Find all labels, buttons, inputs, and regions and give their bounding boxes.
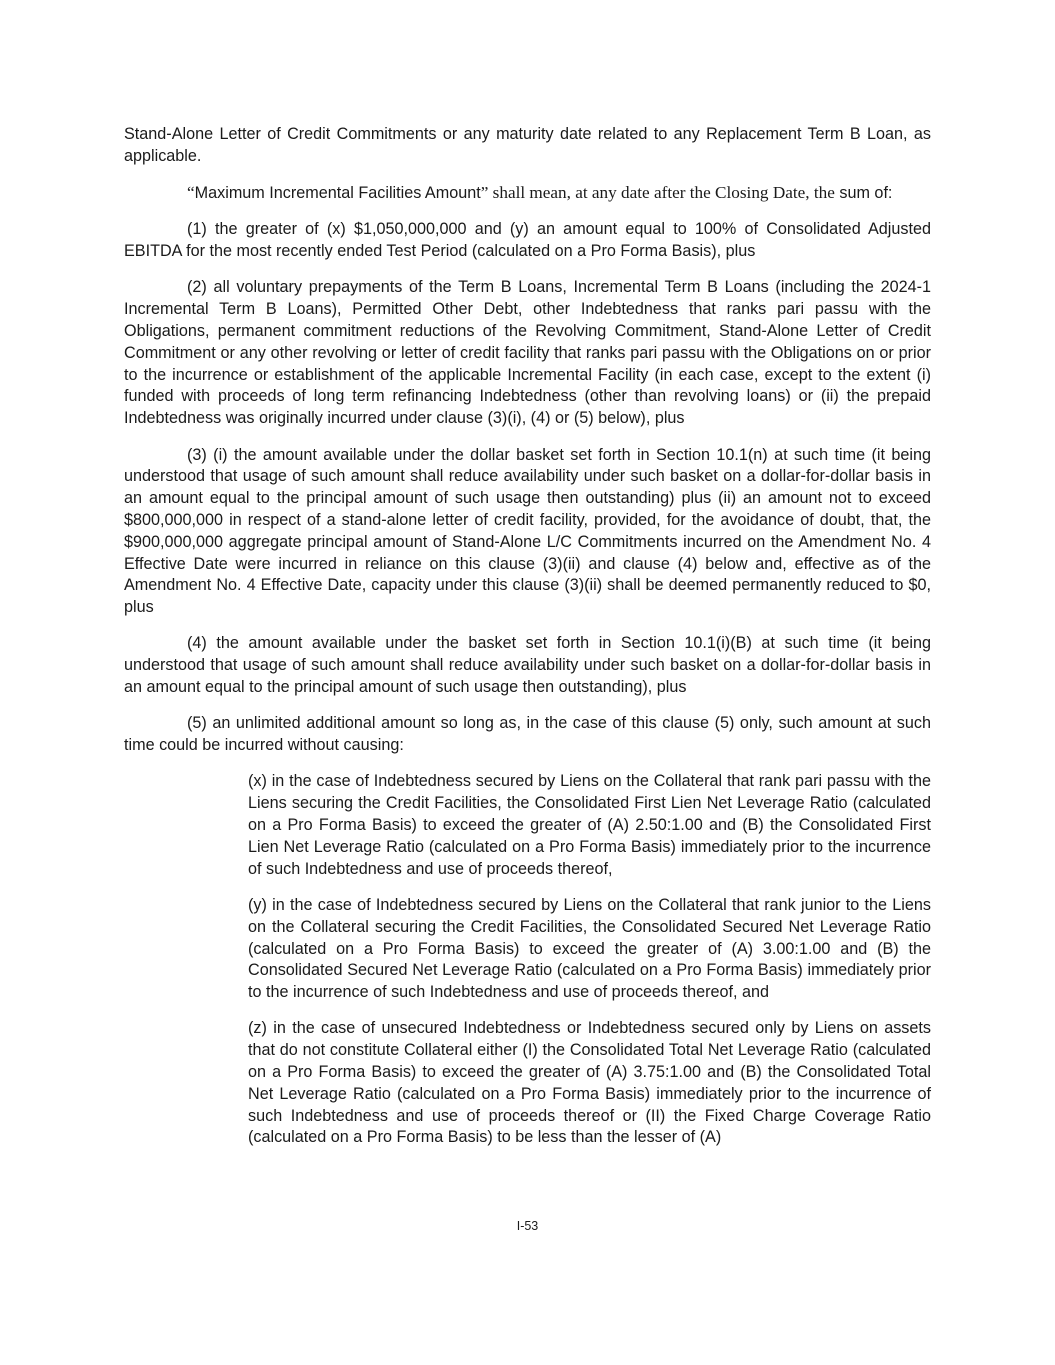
definition-close-quote: ” — [480, 183, 489, 203]
subclause-x: (x) in the case of Indebtedness secured by Liens on the Collateral that rank pari passu with the Liens securing the Credit Facilities, the Consolidated First Lien Net Leverage Ratio (calculated on a Pro Forma Basis) to exceed the greater of (A) 2.50:1.00 and (B) the Consolidated First Lien Net Leverage Ratio (calculated on a Pro Forma Basis) immediately prior to the incurrence of such Indebtedness and use of proceeds thereof, — [248, 772, 931, 878]
subclause-z: (z) in the case of unsecured Indebtedness or Indebtedness secured only by Liens on assets that do not constitute Collateral either (I) the Consolidated Total Net Leverage Ratio (calculated on a Pro Forma Basis) to exceed the greater of (A) 3.75:1.00 and (B) the Consolidated Total Net Leverage Ratio (calculated on a Pro Forma Basis) immediately prior to the incurrence of such Indebtedness and use of proceeds thereof or (II) the Fixed Charge Coverage Ratio (calculated on a Pro Forma Basis) to be less than the lesser of (A) — [248, 1019, 931, 1147]
subclause-y: (y) in the case of Indebtedness secured by Liens on the Collateral that rank junior to the Liens on the Collateral securing the Credit Facilities, the Consolidated Secured Net Leverage Ratio (calculated on a Pro Forma Basis) to exceed the greater of (A) 3.00:1.00 and (B) the Consolidated Secured Net Leverage Ratio (calculated on a Pro Forma Basis) immediately prior to the incurrence of such Indebtedness and use of proceeds thereof, and — [248, 895, 931, 1002]
clause-4: (4) the amount available under the basket set forth in Section 10.1(i)(B) at such time (it being understood that usage of such amount shall reduce availability under such basket on a dollar-for-dollar basis in an amount equal to the principal amount of such usage then outstanding), plus — [124, 634, 931, 697]
clause-2: (2) all voluntary prepayments of the Term B Loans, Incremental Term B Loans (including the 2024-1 Incremental Term B Loans), Permitted Other Debt, other Indebtedness that ranks pari passu with the Obligations, permanent commitment reductions of the Revolving Commitment, Stand-Alone Letter of Credit Commitment or any other revolving or letter of credit facility that ranks pari passu with the Obligations on or prior to the incurrence or establishment of the applicable Incremental Facility (in each case, except to the extent (i) funded with proceeds of long term refinancing Indebtedness (other than revolving loans) or (ii) the prepaid Indebtedness was originally incurred under clause (3)(i), (4) or (5) below), plus — [124, 278, 931, 428]
definition-paragraph — [124, 182, 931, 205]
clause-1: (1) the greater of (x) $1,050,000,000 and (y) an amount equal to 100% of Consolidated Adjusted EBITDA for the most recently ended Test Period (calculated on a Pro Forma Basis), plus — [124, 220, 931, 261]
definition-lead-rest: sum of: — [834, 184, 893, 203]
page-number: I-53 — [516, 1219, 539, 1233]
document-page — [124, 124, 931, 1149]
defined-term: Maximum Incremental Facilities Amount — [194, 184, 481, 203]
clause-5: (5) an unlimited additional amount so long as, in the case of this clause (5) only, such amount at such time could be incurred without causing: — [124, 714, 931, 755]
definition-open-quote: “ — [187, 183, 195, 203]
definition-lead-text: shall mean, at any date after the Closing Date, the — [488, 183, 835, 203]
continuation-paragraph: Stand-Alone Letter of Credit Commitments or any maturity date related to any Replacement Term B Loan, as applicable. — [124, 125, 931, 165]
clause-3: (3) (i) the amount available under the dollar basket set forth in Section 10.1(n) at such time (it being understood that usage of such amount shall reduce availability under such basket on a dollar-for-dollar basis in an amount equal to the principal amount of such usage then outstanding) plus (ii) an amount not to exceed $800,000,000 in respect of a stand-alone letter of credit facility, provided, for the avoidance of doubt, that, the $900,000,000 aggregate principal amount of Stand-Alone L/C Commitments incurred on the Amendment No. 4 Effective Date were incurred in reliance on this clause (3)(ii) and clause (4) below and, effective as of the Amendment No. 4 Effective Date, capacity under this clause (3)(ii) shall be deemed permanently reduced to $0, plus — [124, 445, 931, 617]
